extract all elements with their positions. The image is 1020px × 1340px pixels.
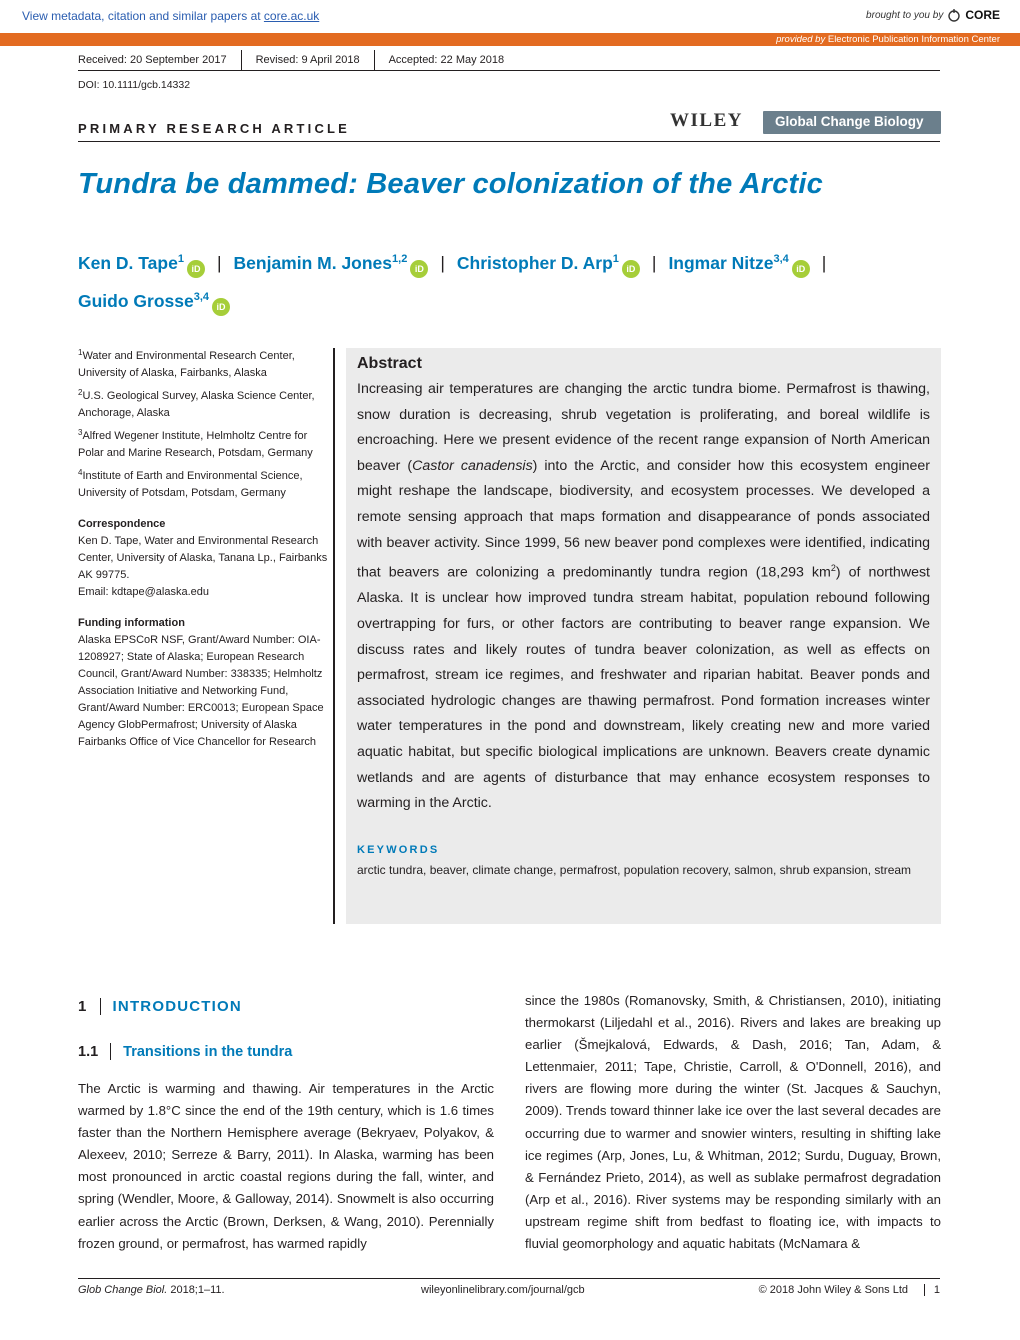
subsection-title: Transitions in the tundra [123,1043,293,1060]
journal-logo [763,111,941,134]
article-title: Tundra be dammed: Beaver colonization of the Arctic [78,168,823,200]
author-separator: | [216,253,222,273]
core-site-link[interactable]: core.ac.uk [263,9,320,23]
core-header [0,0,1020,33]
orcid-icon[interactable]: iD [212,298,230,316]
body-column-left: The Arctic is warming and thawing. Air temperatures in the Arctic warmed by 1.8°C since the end of the 19th century, which is 1.6 times faster than the Northern Hemisphere average (Bekryaev, Polyakov, & Alexeev, 2010; Serreze & Barry, 2011). In Alaska, warming has been most pronounced in arctic coastal regions during the fall, winter, and spring (Wendler, Moore, & Galloway, 2014). Snowmelt is also occurring earlier across the Arctic (Brown, Derksen, & Wang, 2010). Perennially frozen ground, or permafrost, has warmed rapidly [78,1081,494,1251]
orcid-icon[interactable]: iD [622,260,640,278]
author-separator: | [821,253,827,273]
correspondence-email[interactable]: Email: kdtape@alaska.edu [78,586,210,598]
core-logo-icon [947,8,961,22]
sidebar-divider [333,348,335,924]
affiliation-1: $^1$Water and Environmental Research Center, University of Alaska, Fairbanks, Alaska [78,348,295,379]
abstract-text: Increasing air temperatures are changing the arctic tundra biome. Permafrost is thawing, snow duration is decreasing, shrub vegetation is proliferating, and boreal wildlife is encroaching. Here we present evidence of the recent range expansion of North American beaver (Castor canadensis) into the Arctic, and consider how this ecosystem engineer might reshape the landscape, biodiversity, and ecosystem processes. We developed a remote sensing approach that maps formation and disappearance of ponds associated with beaver activity. Since 1999, 56 new beaver pond complexes were identified, indicating that beavers are colonizing a predominantly tundra region (18,293 $km^2$) of northwest Alaska. It is unclear how improved tundra stream habitat, population rebound following overtrapping for furs, or other factors are contributing to beaver range expansion. We discuss rates and likely routes of tundra beaver colonization, as well as effects on permafrost, stream ice regimes, and freshwater and riparian habitat. Beaver ponds and associated hydrologic changes are thawing permafrost. Pond formation increases winter water temperatures in the pond and downstream, likely creating new and more varied aquatic habitat, but specific biological implications are unknown. Beavers create dynamic wetlands and are agents of disturbance that may enhance ecosystem responses to warming in the Arctic. [357,381,930,812]
subsection-number: 1.1 [78,1043,99,1060]
article-dates [78,50,940,70]
author-jones[interactable]: Benjamin M. Jones$^{1,2}$iD [234,253,429,273]
keywords-heading: KEYWORDS [357,843,440,856]
received-date: Received: 20 September 2017 [78,50,242,70]
abstract-heading: Abstract [357,355,422,372]
section-number: 1 [78,998,88,1015]
article-type: PRIMARY RESEARCH ARTICLE [78,121,351,136]
abstract-box [346,348,941,924]
author-separator: | [651,253,657,273]
journal-name: Global Change Biology [775,114,924,129]
correspondence-text: Ken D. Tape, Water and Environmental Research Center, University of Alaska, Tanana Lp., Fairbanks AK 99775. [78,535,328,581]
body-column-right: since the 1980s (Romanovsky, Smith, & Christiansen, 2010), initiating thermokarst (Liljedahl et al., 2016). Rivers and lakes are breaking up earlier (Šmejkalová, Edwards, & Dash, 2016; Tan, Adam, & Lettenmaier, 2011; Tape, Christie, Carroll, & O'Donnell, 2016), and rivers are flowing more during the winter (St. Jacques & Sauchyn, 2009). Trends toward thinner lake ice over the last several decades are occurring due to warmer and snowier winters, resulting in shifting lake ice regimes (Arp, Jones, Lu, & Whitman, 2012; Surdu, Duguay, Brown, & Fernández Prieto, 2014), as well as sublake permafrost degradation (Arp et al., 2016). River systems may be responding similarly with an upstream regime shift from bedfast to floating ice, with impacts to fluvial geomorphology and aquatic habitats (McNamara & [525,993,941,1252]
sidebar [78,344,328,751]
orcid-icon[interactable]: iD [187,260,205,278]
species-name: Castor canadensis [412,457,533,474]
section-heading [78,998,242,1015]
author-nitze[interactable]: Ingmar Nitze$^{3,4}$iD [668,253,809,273]
affiliation-3: $^3$Alfred Wegener Institute, Helmholtz Centre for Polar and Marine Research, Potsdam, Germany [78,428,313,459]
publisher-logo: WILEY [670,110,743,131]
author-grosse[interactable]: Guido Grosse$^{3,4}$iD [78,291,230,311]
author-list [78,242,948,318]
subsection-heading [78,1043,292,1060]
orcid-icon[interactable]: iD [410,260,428,278]
core-brought-by: brought to you by CORE [866,8,1000,22]
core-brand: CORE [965,8,1000,22]
footer-divider [78,1278,940,1279]
page-number: 1 [924,1284,940,1296]
keywords-text: arctic tundra, beaver, climate change, permafrost, population recovery, salmon, shrub expansion, stream [357,862,912,877]
accepted-date: Accepted: 22 May 2018 [388,54,505,66]
core-metadata-link[interactable]: View metadata, citation and similar papers at core.ac.uk [22,9,320,23]
article-type-divider [78,141,940,142]
correspondence-heading: Correspondence [78,518,166,530]
provider-text: provided by Electronic Publication Information Center [776,34,1000,45]
author-separator: | [440,253,445,273]
provider-bar [0,33,1020,46]
author-arp[interactable]: Christopher D. Arp$^1$iD [457,253,640,273]
footer-citation: Glob Change Biol. 2018;1–11. [78,1284,225,1296]
dates-divider [78,70,940,71]
author-tape[interactable]: Ken D. Tape$^1$iD [78,253,205,273]
orcid-icon[interactable]: iD [792,260,810,278]
affiliation-2: $^2$U.S. Geological Survey, Alaska Science Center, Anchorage, Alaska [78,388,315,419]
funding-text: Alaska EPSCoR NSF, Grant/Award Number: OIA-1208927; State of Alaska; European Research Council, Grant/Award Number: 338335; Helmholtz Association Initiative and Networking Fund, Grant/Award Number: ERC0013; European Space Agency GlobPermafrost; University of Alaska Fairbanks Office of Vice Chancellor for Research [78,634,324,748]
section-title: INTRODUCTION [112,998,242,1015]
footer-url[interactable]: wileyonlinelibrary.com/journal/gcb [421,1284,585,1296]
funding-heading: Funding information [78,617,185,629]
affiliation-4: $^4$Institute of Earth and Environmental Science, University of Potsdam, Potsdam, Germany [78,468,303,499]
doi[interactable]: DOI: 10.1111/gcb.14332 [78,79,191,91]
footer-copyright: © 2018 John Wiley & Sons Ltd [758,1284,908,1296]
revised-date: Revised: 9 April 2018 [242,50,375,70]
